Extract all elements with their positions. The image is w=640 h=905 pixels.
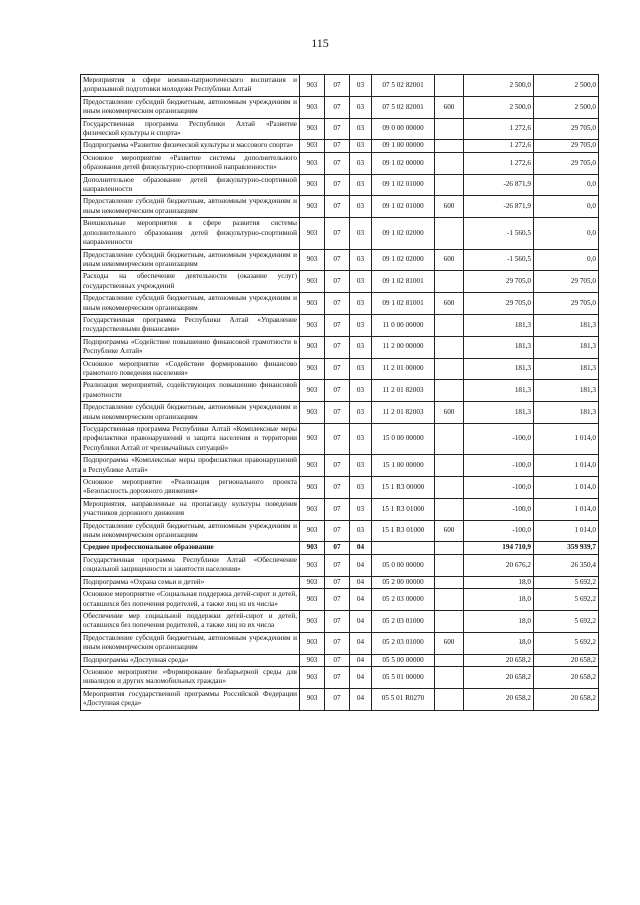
table-row <box>81 632 599 654</box>
row-target-article: 07 5 02 82001 <box>372 96 435 118</box>
row-admin-code: 903 <box>300 589 325 611</box>
table-row <box>81 498 599 520</box>
row-name: Мероприятия в сфере военно-патриотического воспитания и допризывной подготовки молодежи Республики Алтай <box>81 75 300 97</box>
row-target-article: 05 2 03 01000 <box>372 610 435 632</box>
row-amount-1: 18,0 <box>464 576 534 588</box>
row-target-article: 07 5 02 82001 <box>372 75 435 97</box>
row-admin-code: 903 <box>300 477 325 499</box>
row-name: Реализация мероприятий, содействующих повышению финансовой грамотности <box>81 380 300 402</box>
row-admin-code: 903 <box>300 196 325 218</box>
row-amount-1: -100,0 <box>464 477 534 499</box>
row-admin-code: 903 <box>300 358 325 380</box>
row-admin-code: 903 <box>300 314 325 336</box>
row-expense-type <box>435 424 464 455</box>
row-expense-type: 600 <box>435 249 464 271</box>
row-amount-1: 181,3 <box>464 380 534 402</box>
row-admin-code: 903 <box>300 498 325 520</box>
row-name: Подпрограмма «Содействие повышению финансовой грамотности в Республике Алтай» <box>81 336 300 358</box>
row-amount-2: 29 705,0 <box>534 271 599 293</box>
row-amount-2: 1 014,0 <box>534 455 599 477</box>
row-admin-code: 903 <box>300 666 325 688</box>
row-name: Предоставление субсидий бюджетным, автономным учреждениям и иным некоммерческим организациям <box>81 96 300 118</box>
row-name: Основное мероприятие «Социальная поддержка детей-сирот и детей, оставшихся без попечения родителей, а также лиц из их числа» <box>81 589 300 611</box>
row-name: Подпрограмма «Доступная среда» <box>81 654 300 666</box>
row-section-code: 07 <box>325 688 350 710</box>
table-row <box>81 589 599 611</box>
row-subsection-code: 03 <box>350 249 372 271</box>
table-row <box>81 293 599 315</box>
row-amount-1: 1 272,6 <box>464 152 534 174</box>
row-expense-type: 600 <box>435 196 464 218</box>
row-section-code: 07 <box>325 249 350 271</box>
row-target-article: 05 2 00 00000 <box>372 576 435 588</box>
row-target-article: 09 1 02 01000 <box>372 174 435 196</box>
row-admin-code: 903 <box>300 455 325 477</box>
row-expense-type <box>435 610 464 632</box>
row-name: Предоставление субсидий бюджетным, автономным учреждениям и иным некоммерческим организациям <box>81 402 300 424</box>
row-name: Подпрограмма «Комплексные меры профилактики правонарушений в Республике Алтай» <box>81 455 300 477</box>
row-expense-type <box>435 271 464 293</box>
row-admin-code: 903 <box>300 96 325 118</box>
row-subsection-code: 03 <box>350 271 372 293</box>
row-name: Основное мероприятие «Реализация регионального проекта «Безопасность дорожного движения» <box>81 477 300 499</box>
row-subsection-code: 03 <box>350 218 372 249</box>
row-amount-2: 181,3 <box>534 336 599 358</box>
row-subsection-code: 04 <box>350 576 372 588</box>
row-expense-type <box>435 218 464 249</box>
row-admin-code: 903 <box>300 520 325 542</box>
row-name: Предоставление субсидий бюджетным, автономным учреждениям и иным некоммерческим организациям <box>81 520 300 542</box>
table-row <box>81 576 599 588</box>
row-target-article: 11 2 00 00000 <box>372 336 435 358</box>
row-expense-type: 600 <box>435 402 464 424</box>
row-section-code: 07 <box>325 152 350 174</box>
row-amount-2: 29 705,0 <box>534 140 599 152</box>
table-row <box>81 654 599 666</box>
row-amount-2: 5 692,2 <box>534 610 599 632</box>
row-amount-2: 1 014,0 <box>534 477 599 499</box>
table-row <box>81 477 599 499</box>
row-amount-2: 1 014,0 <box>534 498 599 520</box>
row-amount-1: -100,0 <box>464 455 534 477</box>
row-amount-1: -100,0 <box>464 498 534 520</box>
row-section-code: 07 <box>325 218 350 249</box>
row-target-article: 05 2 03 00000 <box>372 589 435 611</box>
row-subsection-code: 04 <box>350 688 372 710</box>
page-number: 115 <box>311 36 329 50</box>
row-amount-2: 0,0 <box>534 174 599 196</box>
row-section-code: 07 <box>325 196 350 218</box>
row-section-code: 07 <box>325 632 350 654</box>
table-row <box>81 402 599 424</box>
row-expense-type <box>435 654 464 666</box>
row-target-article: 05 5 01 R0270 <box>372 688 435 710</box>
row-amount-1: -100,0 <box>464 520 534 542</box>
row-amount-2: 1 014,0 <box>534 520 599 542</box>
row-admin-code: 903 <box>300 218 325 249</box>
row-admin-code: 903 <box>300 152 325 174</box>
row-section-code: 07 <box>325 477 350 499</box>
row-amount-2: 29 705,0 <box>534 118 599 140</box>
budget-table <box>80 74 599 711</box>
row-amount-1: 181,3 <box>464 358 534 380</box>
row-expense-type <box>435 75 464 97</box>
row-expense-type: 600 <box>435 96 464 118</box>
row-admin-code: 903 <box>300 75 325 97</box>
row-amount-1: 20 658,2 <box>464 688 534 710</box>
row-target-article: 15 1 R3 01000 <box>372 520 435 542</box>
row-section-code: 07 <box>325 455 350 477</box>
row-subsection-code: 04 <box>350 554 372 576</box>
row-admin-code: 903 <box>300 554 325 576</box>
row-subsection-code: 03 <box>350 140 372 152</box>
row-subsection-code: 03 <box>350 424 372 455</box>
row-section-code: 07 <box>325 75 350 97</box>
row-expense-type <box>435 576 464 588</box>
row-subsection-code: 04 <box>350 589 372 611</box>
row-section-code: 07 <box>325 358 350 380</box>
row-subsection-code: 04 <box>350 632 372 654</box>
row-amount-2: 181,3 <box>534 358 599 380</box>
table-row <box>81 218 599 249</box>
table-row <box>81 380 599 402</box>
row-target-article: 09 1 02 00000 <box>372 152 435 174</box>
row-subsection-code: 03 <box>350 152 372 174</box>
row-section-code: 07 <box>325 520 350 542</box>
row-section-code: 07 <box>325 140 350 152</box>
row-target-article: 15 1 R3 01000 <box>372 498 435 520</box>
row-admin-code: 903 <box>300 632 325 654</box>
row-amount-1: 1 272,6 <box>464 140 534 152</box>
row-admin-code: 903 <box>300 654 325 666</box>
row-admin-code: 903 <box>300 688 325 710</box>
table-row <box>81 542 599 554</box>
row-target-article: 09 1 00 00000 <box>372 140 435 152</box>
row-admin-code: 903 <box>300 424 325 455</box>
row-subsection-code: 03 <box>350 455 372 477</box>
row-name: Обеспечение мер социальной поддержки детей-сирот и детей, оставшихся без попечения родителей, а также лиц из их числа <box>81 610 300 632</box>
row-amount-1: 18,0 <box>464 632 534 654</box>
row-expense-type <box>435 358 464 380</box>
table-row <box>81 118 599 140</box>
row-amount-1: -100,0 <box>464 424 534 455</box>
table-row <box>81 358 599 380</box>
row-amount-1: 20 676,2 <box>464 554 534 576</box>
table-row <box>81 688 599 710</box>
row-amount-1: 181,3 <box>464 336 534 358</box>
table-row <box>81 271 599 293</box>
table-row <box>81 610 599 632</box>
row-amount-2: 359 939,7 <box>534 542 599 554</box>
row-admin-code: 903 <box>300 140 325 152</box>
row-amount-2: 0,0 <box>534 218 599 249</box>
row-target-article: 09 1 02 02000 <box>372 218 435 249</box>
row-subsection-code: 04 <box>350 666 372 688</box>
row-expense-type <box>435 688 464 710</box>
row-admin-code: 903 <box>300 293 325 315</box>
row-admin-code: 903 <box>300 380 325 402</box>
row-expense-type <box>435 314 464 336</box>
row-target-article: 05 0 00 00000 <box>372 554 435 576</box>
row-expense-type <box>435 118 464 140</box>
row-section-code: 07 <box>325 589 350 611</box>
row-expense-type: 600 <box>435 520 464 542</box>
row-target-article: 11 0 00 00000 <box>372 314 435 336</box>
row-amount-2: 5 692,2 <box>534 576 599 588</box>
row-target-article: 05 5 01 00000 <box>372 666 435 688</box>
row-admin-code: 903 <box>300 271 325 293</box>
row-expense-type <box>435 498 464 520</box>
row-amount-2: 181,3 <box>534 402 599 424</box>
row-amount-2: 5 692,2 <box>534 589 599 611</box>
row-amount-2: 20 658,2 <box>534 666 599 688</box>
row-admin-code: 903 <box>300 610 325 632</box>
row-target-article: 09 1 02 81001 <box>372 271 435 293</box>
row-amount-2: 29 705,0 <box>534 293 599 315</box>
row-name: Основное мероприятие «Развитие системы дополнительного образования детей физкультурно-спортивной направленности» <box>81 152 300 174</box>
row-amount-1: 2 500,0 <box>464 75 534 97</box>
row-admin-code: 903 <box>300 576 325 588</box>
row-target-article <box>372 542 435 554</box>
table-row <box>81 520 599 542</box>
row-subsection-code: 04 <box>350 610 372 632</box>
row-target-article: 09 1 02 01000 <box>372 196 435 218</box>
row-subsection-code: 03 <box>350 498 372 520</box>
row-name: Государственная программа Республики Алтай «Развитие физической культуры и спорта» <box>81 118 300 140</box>
row-section-code: 07 <box>325 498 350 520</box>
row-amount-1: 1 272,6 <box>464 118 534 140</box>
row-name: Подпрограмма «Развитие физической культуры и массового спорта» <box>81 140 300 152</box>
table-row <box>81 554 599 576</box>
row-name: Основное мероприятие «Формирование безбарьерной среды для инвалидов и других маломобильных граждан» <box>81 666 300 688</box>
row-name: Подпрограмма «Охрана семьи и детей» <box>81 576 300 588</box>
row-section-code: 07 <box>325 402 350 424</box>
row-amount-1: 29 705,0 <box>464 293 534 315</box>
row-subsection-code: 03 <box>350 358 372 380</box>
table-row <box>81 249 599 271</box>
table-row <box>81 96 599 118</box>
row-expense-type <box>435 554 464 576</box>
row-section-code: 07 <box>325 96 350 118</box>
row-amount-1: -1 560,5 <box>464 249 534 271</box>
row-subsection-code: 03 <box>350 174 372 196</box>
row-name: Государственная программа Республики Алтай «Управление государственными финансами» <box>81 314 300 336</box>
row-admin-code: 903 <box>300 336 325 358</box>
row-expense-type <box>435 589 464 611</box>
row-expense-type <box>435 477 464 499</box>
row-amount-1: -1 560,5 <box>464 218 534 249</box>
row-subsection-code: 03 <box>350 96 372 118</box>
row-name: Предоставление субсидий бюджетным, автономным учреждениям и иным некоммерческим организациям <box>81 196 300 218</box>
row-name: Предоставление субсидий бюджетным, автономным учреждениям и иным некоммерческим организациям <box>81 293 300 315</box>
table-row <box>81 424 599 455</box>
row-target-article: 05 5 00 00000 <box>372 654 435 666</box>
row-subsection-code: 03 <box>350 477 372 499</box>
table-row <box>81 455 599 477</box>
row-section-code: 07 <box>325 118 350 140</box>
row-section-code: 07 <box>325 424 350 455</box>
row-name: Среднее профессиональное образование <box>81 542 300 554</box>
row-section-code: 07 <box>325 293 350 315</box>
table-row <box>81 152 599 174</box>
row-name: Дополнительное образование детей физкультурно-спортивной направленности <box>81 174 300 196</box>
row-target-article: 15 0 00 00000 <box>372 424 435 455</box>
row-amount-2: 20 658,2 <box>534 688 599 710</box>
row-name: Расходы на обеспечение деятельности (оказание услуг) государственных учреждений <box>81 271 300 293</box>
row-expense-type <box>435 455 464 477</box>
row-subsection-code: 03 <box>350 380 372 402</box>
row-subsection-code: 04 <box>350 542 372 554</box>
row-expense-type <box>435 152 464 174</box>
row-subsection-code: 03 <box>350 196 372 218</box>
row-subsection-code: 03 <box>350 402 372 424</box>
row-name: Государственная программа Республики Алтай «Комплексные меры профилактики правонарушений и защита населения и территории Республики Алтай от чрезвычайных ситуаций» <box>81 424 300 455</box>
row-target-article: 09 0 00 00000 <box>372 118 435 140</box>
table-row <box>81 336 599 358</box>
row-name: Государственная программа Республики Алтай «Обеспечение социальной защищенности и занятости населения» <box>81 554 300 576</box>
row-amount-2: 2 500,0 <box>534 75 599 97</box>
row-section-code: 07 <box>325 314 350 336</box>
row-subsection-code: 03 <box>350 314 372 336</box>
row-amount-1: 194 710,9 <box>464 542 534 554</box>
row-amount-2: 20 658,2 <box>534 654 599 666</box>
row-target-article: 11 2 01 00000 <box>372 358 435 380</box>
row-section-code: 07 <box>325 174 350 196</box>
row-target-article: 11 2 01 82003 <box>372 402 435 424</box>
row-amount-2: 0,0 <box>534 196 599 218</box>
row-amount-2: 26 350,4 <box>534 554 599 576</box>
row-subsection-code: 03 <box>350 75 372 97</box>
row-amount-2: 2 500,0 <box>534 96 599 118</box>
row-amount-1: 29 705,0 <box>464 271 534 293</box>
row-section-code: 07 <box>325 380 350 402</box>
row-name: Внешкольные мероприятия в сфере развития системы дополнительного образования детей физкультурно-спортивной направленности <box>81 218 300 249</box>
table-body <box>81 75 599 711</box>
row-amount-1: 2 500,0 <box>464 96 534 118</box>
row-target-article: 05 2 03 01000 <box>372 632 435 654</box>
row-section-code: 07 <box>325 554 350 576</box>
row-admin-code: 903 <box>300 249 325 271</box>
row-name: Мероприятия государственной программы Российской Федерации «Доступная среда» <box>81 688 300 710</box>
row-admin-code: 903 <box>300 542 325 554</box>
row-expense-type <box>435 174 464 196</box>
row-amount-2: 5 692,2 <box>534 632 599 654</box>
row-section-code: 07 <box>325 666 350 688</box>
row-section-code: 07 <box>325 654 350 666</box>
row-expense-type: 600 <box>435 632 464 654</box>
row-amount-2: 29 705,0 <box>534 152 599 174</box>
row-amount-2: 1 014,0 <box>534 424 599 455</box>
row-name: Предоставление субсидий бюджетным, автономным учреждениям и иным некоммерческим организациям <box>81 249 300 271</box>
row-subsection-code: 03 <box>350 520 372 542</box>
row-target-article: 09 1 02 81001 <box>372 293 435 315</box>
row-section-code: 07 <box>325 271 350 293</box>
row-amount-1: 18,0 <box>464 610 534 632</box>
row-section-code: 07 <box>325 336 350 358</box>
row-subsection-code: 04 <box>350 654 372 666</box>
row-section-code: 07 <box>325 610 350 632</box>
row-subsection-code: 03 <box>350 118 372 140</box>
row-section-code: 07 <box>325 542 350 554</box>
row-amount-1: -26 871,9 <box>464 174 534 196</box>
row-subsection-code: 03 <box>350 293 372 315</box>
row-amount-1: -26 871,9 <box>464 196 534 218</box>
row-amount-1: 20 658,2 <box>464 654 534 666</box>
row-expense-type <box>435 140 464 152</box>
row-name: Основное мероприятие «Содействие формированию финансово грамотного поведения населения» <box>81 358 300 380</box>
row-target-article: 15 1 00 00000 <box>372 455 435 477</box>
table-row <box>81 666 599 688</box>
row-section-code: 07 <box>325 576 350 588</box>
table-row <box>81 140 599 152</box>
table-row <box>81 196 599 218</box>
row-expense-type: 600 <box>435 293 464 315</box>
row-amount-2: 181,3 <box>534 314 599 336</box>
table-row <box>81 75 599 97</box>
row-target-article: 15 1 R3 00000 <box>372 477 435 499</box>
row-expense-type <box>435 542 464 554</box>
row-subsection-code: 03 <box>350 336 372 358</box>
row-admin-code: 903 <box>300 174 325 196</box>
row-amount-1: 20 658,2 <box>464 666 534 688</box>
row-admin-code: 903 <box>300 118 325 140</box>
table-row <box>81 314 599 336</box>
row-amount-2: 181,3 <box>534 380 599 402</box>
row-admin-code: 903 <box>300 402 325 424</box>
row-name: Предоставление субсидий бюджетным, автономным учреждениям и иным некоммерческим организациям <box>81 632 300 654</box>
row-name: Мероприятия, направленные на пропаганду культуры поведения участников дорожного движения <box>81 498 300 520</box>
row-expense-type <box>435 380 464 402</box>
row-amount-2: 0,0 <box>534 249 599 271</box>
row-target-article: 11 2 01 82003 <box>372 380 435 402</box>
row-amount-1: 181,3 <box>464 402 534 424</box>
row-amount-1: 18,0 <box>464 589 534 611</box>
row-expense-type <box>435 336 464 358</box>
row-target-article: 09 1 02 02000 <box>372 249 435 271</box>
table-row <box>81 174 599 196</box>
row-amount-1: 181,3 <box>464 314 534 336</box>
row-expense-type <box>435 666 464 688</box>
